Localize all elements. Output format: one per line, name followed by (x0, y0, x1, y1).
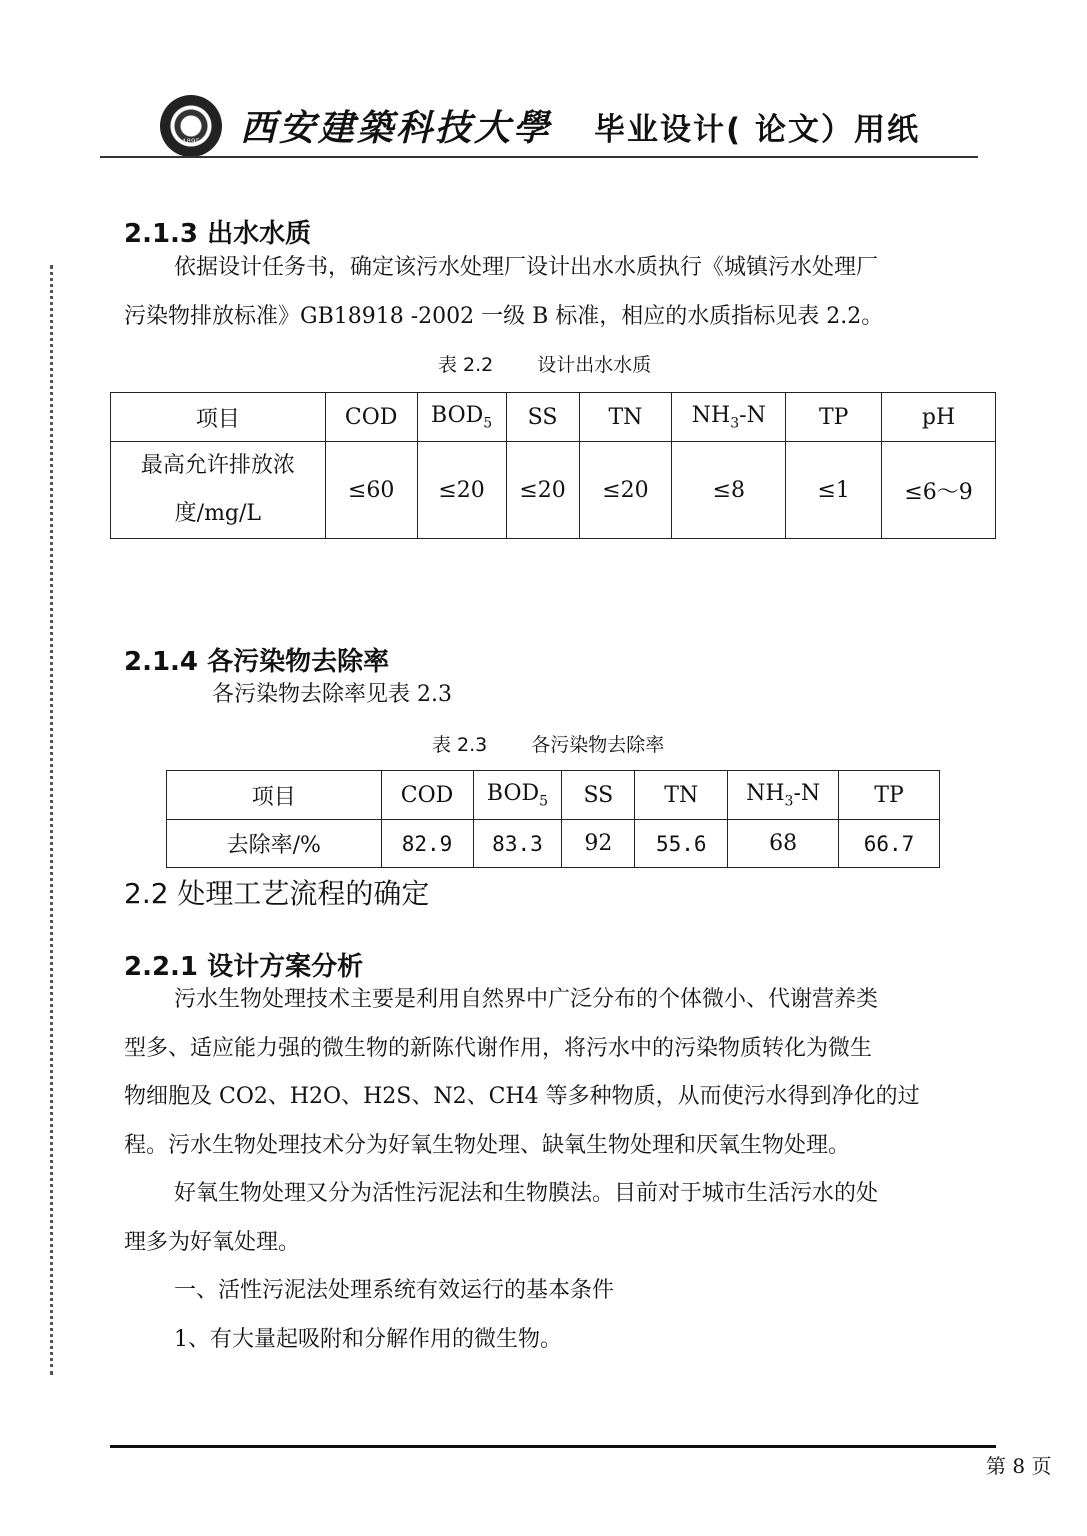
header-rule (100, 156, 978, 158)
section-2-2-1-paragraph-3 (124, 1267, 984, 1316)
university-name: 西安建築科技大學 (240, 107, 553, 149)
section-2-2-1-paragraph-4 (124, 1316, 984, 1365)
section-2-1-4-title: 2.1.4 各污染物去除率 (124, 647, 390, 677)
value-cell: 68 (728, 820, 839, 868)
footer-rule (110, 1445, 996, 1448)
table-2-3-caption (432, 730, 664, 757)
header-cell: TP (786, 393, 882, 442)
section-2-2-1-paragraph-1 (124, 976, 984, 1170)
value-cell: 82.9 (381, 820, 473, 868)
para-line: 1、有大量起吸附和分解作用的微生物。 (174, 1327, 562, 1352)
value-cell: ≤8 (672, 442, 786, 539)
header-cell: TN (579, 393, 672, 442)
header-cell: $NH_3-N$ (672, 393, 786, 442)
section-2-1-4-paragraph: 各污染物去除率见表 2.3 (212, 682, 452, 707)
para-line: 污水生物处理技术主要是利用自然界中广泛分布的个体微小、代谢营养类 (174, 987, 879, 1012)
value-cell: ≤20 (417, 442, 506, 539)
para-line: 物细胞及 CO2、H2O、H2S、N2、CH4 等多种物质，从而使污水得到净化的过 (124, 1084, 920, 1109)
value-cell: 66.7 (839, 820, 940, 868)
header-cell: COD (381, 771, 473, 820)
caption-title: 各污染物去除率 (531, 734, 665, 756)
para-line: 理多为好氧处理。 (124, 1229, 301, 1255)
header-cell: COD (325, 393, 417, 442)
header-cell: SS (562, 771, 635, 820)
header-cell: $BOD_5$ (417, 393, 506, 442)
section-2-2-1-title: 2.2.1 设计方案分析 (124, 952, 364, 982)
value-cell: ≤20 (579, 442, 672, 539)
value-cell: ≤60 (325, 442, 417, 539)
table-2-3 (166, 770, 940, 868)
value-cell: 83.3 (473, 820, 562, 868)
table-header-row (111, 393, 996, 442)
caption-number: 表 2.2 (438, 354, 494, 376)
logo-year: 1895 (182, 138, 200, 146)
para-line: 一、活性污泥法处理系统有效运行的基本条件 (174, 1278, 615, 1303)
header-cell: $NH_3-N$ (728, 771, 839, 820)
table-2-2 (110, 392, 996, 539)
page-number: 第 8 页 (986, 1454, 1052, 1478)
header-cell: SS (506, 393, 579, 442)
section-2-2-1-paragraph-2 (124, 1170, 984, 1267)
row-label-cell: 最高允许排放浓 度/mg/L (111, 442, 326, 539)
value-cell: ≤6～9 (882, 442, 996, 539)
caption-title: 设计出水水质 (537, 354, 652, 376)
caption-number: 表 2.3 (432, 734, 488, 756)
table-row (111, 442, 996, 539)
para-line: 依据设计任务书，确定该污水处理厂设计出水水质执行《城镇污水处理厂 (174, 255, 879, 280)
header-cell: 项目 (111, 393, 326, 442)
header-cell: $BOD_5$ (473, 771, 562, 820)
header-cell: pH (882, 393, 996, 442)
university-logo (160, 95, 222, 157)
para-line: 好氧生物处理又分为活性污泥法和生物膜法。目前对于城市生活污水的处 (174, 1181, 879, 1206)
value-cell: 92 (562, 820, 635, 868)
table-row (167, 820, 940, 868)
value-cell: 55.6 (635, 820, 728, 868)
document-type: 毕业设计( 论文）用纸 (594, 112, 920, 148)
row-label-cell: 去除率/% (167, 820, 382, 868)
section-2-1-3-title: 2.1.3 出水水质 (124, 219, 312, 249)
value-cell: ≤20 (506, 442, 579, 539)
value-cell: ≤1 (786, 442, 882, 539)
header-cell: TN (635, 771, 728, 820)
section-2-1-3-paragraph (124, 244, 984, 341)
table-2-2-caption (438, 350, 651, 377)
header-cell: TP (839, 771, 940, 820)
para-line: 程。污水生物处理技术分为好氧生物处理、缺氧生物处理和厌氧生物处理。 (124, 1132, 851, 1158)
para-line: 污染物排放标准》GB18918 -2002 一级 B 标准，相应的水质指标见表 2.2。 (124, 303, 884, 329)
table-header-row (167, 771, 940, 820)
binding-line (50, 265, 53, 1375)
para-line: 型多、适应能力强的微生物的新陈代谢作用，将污水中的污染物质转化为微生 (124, 1035, 873, 1061)
section-2-2-title: 2.2 处理工艺流程的确定 (124, 877, 430, 910)
header-cell: 项目 (167, 771, 382, 820)
